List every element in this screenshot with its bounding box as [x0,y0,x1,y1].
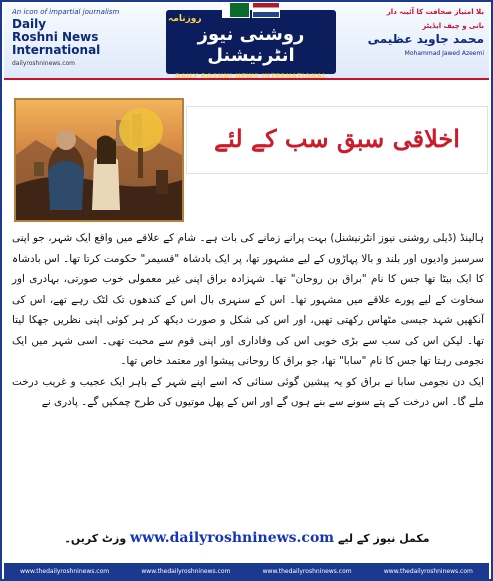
brand-name-english [12,18,162,57]
masthead-left [12,8,162,67]
bottom-url-bar [4,563,489,579]
bottom-url-2[interactable]: www.thedailyroshninews.com [141,567,231,575]
bottom-url-4[interactable]: www.thedailyroshninews.com [383,567,473,575]
editor-name-english: Mohammad Jawed Azeemi [404,50,484,57]
tagline: An icon of impartial journalism [12,8,120,16]
read-more-before: مکمل نیوز کے لیے [337,532,430,545]
pakistan-flag-icon [222,2,250,18]
illustration-svg [16,100,182,220]
brand-name-urdu: روشنی نیوز انٹرنیشنل [197,24,305,66]
article-body [12,228,484,413]
brand-line-1: Daily [12,17,47,31]
bottom-url-3[interactable]: www.thedailyroshninews.com [262,567,352,575]
brand-subtitle: DAILY ROSHNI NEWS INTERNATIONAL [175,72,327,80]
editor-label: بانی و چیف ایڈیٹر [422,22,484,30]
paragraph-1: ہالینڈ (ڈیلی روشنی نیوز انٹرنیشنل) بہت پرانے زمانے کی بات ہے۔ شام کے علاقے میں واقع ایک شہر، جو اپنی سرسبز وادیوں اور بلند و بالا پہاڑوں کے لیے مشہور تھا، پر ایک بادشاہ "قسیمر" حکومت کرتا تھا۔ اس بادشاہ کا ایک بیٹا تھا جس کا نام "براق بن روحان" تھا۔ شہزادہ براق اپنی غیر معمولی خوب صورتی، بہادری اور سخاوت کے لیے پورے علاقے میں مشہور تھا۔ اس کے سنہری بال اس کے کندھوں تک لٹک رہے تھے، اس کی آنکھیں شہد جیسی مٹھاس رکھتی تھیں، اور اس کی شکل و صورت دیکھ کر ہر کوئی اپنی نظریں جھکا لیتا تھا۔ لیکن اس کی سب سے بڑی خوبی اس کی وفاداری اور اپنی قوم سے محبت تھی۔ اسی شہر میں ایک نجومی رہتا تھا جس کا نام "سابا" تھا، جو براق کا روحانی پیشوا اور معتمد خاص تھا۔ [12,232,484,367]
read-more-after: وزٹ کریں۔ [64,532,127,545]
article-illustration [14,98,184,222]
paragraph-2: ایک دن نجومی سابا نے براق کو یہ پیشین گوئی سنائی کہ اسے اپنے شہر کے باہر ایک عجیب و غریب درخت ملے گا۔ اس درخت کے پتے سونے سے بنے ہوں گے اور اس کے پھل موتیوں کی طرح چمکیں گے۔ پادری نے [12,375,484,408]
netherlands-flag-icon [252,2,280,18]
logo-block [166,10,336,80]
bottom-url-1[interactable]: www.thedailyroshninews.com [20,567,110,575]
brand-line-3: International [12,43,101,57]
brand-line-2: Roshni News [12,30,99,44]
article-headline: اخلاقی سبق سب کے لئے [186,106,488,174]
right-tagline: بلا امتیاز صحافت کا آئینہ دار [386,8,484,16]
header-url[interactable]: dailyroshninews.com [12,60,76,67]
read-more-note [62,530,432,546]
editor-name-urdu: محمد جاوید عظیمی [367,32,484,46]
flags [222,2,282,16]
brand-prefix: روزنامہ [168,14,202,24]
masthead-right [346,8,484,57]
read-more-link[interactable]: www.dailyroshninews.com [130,530,335,546]
masthead [4,4,489,80]
